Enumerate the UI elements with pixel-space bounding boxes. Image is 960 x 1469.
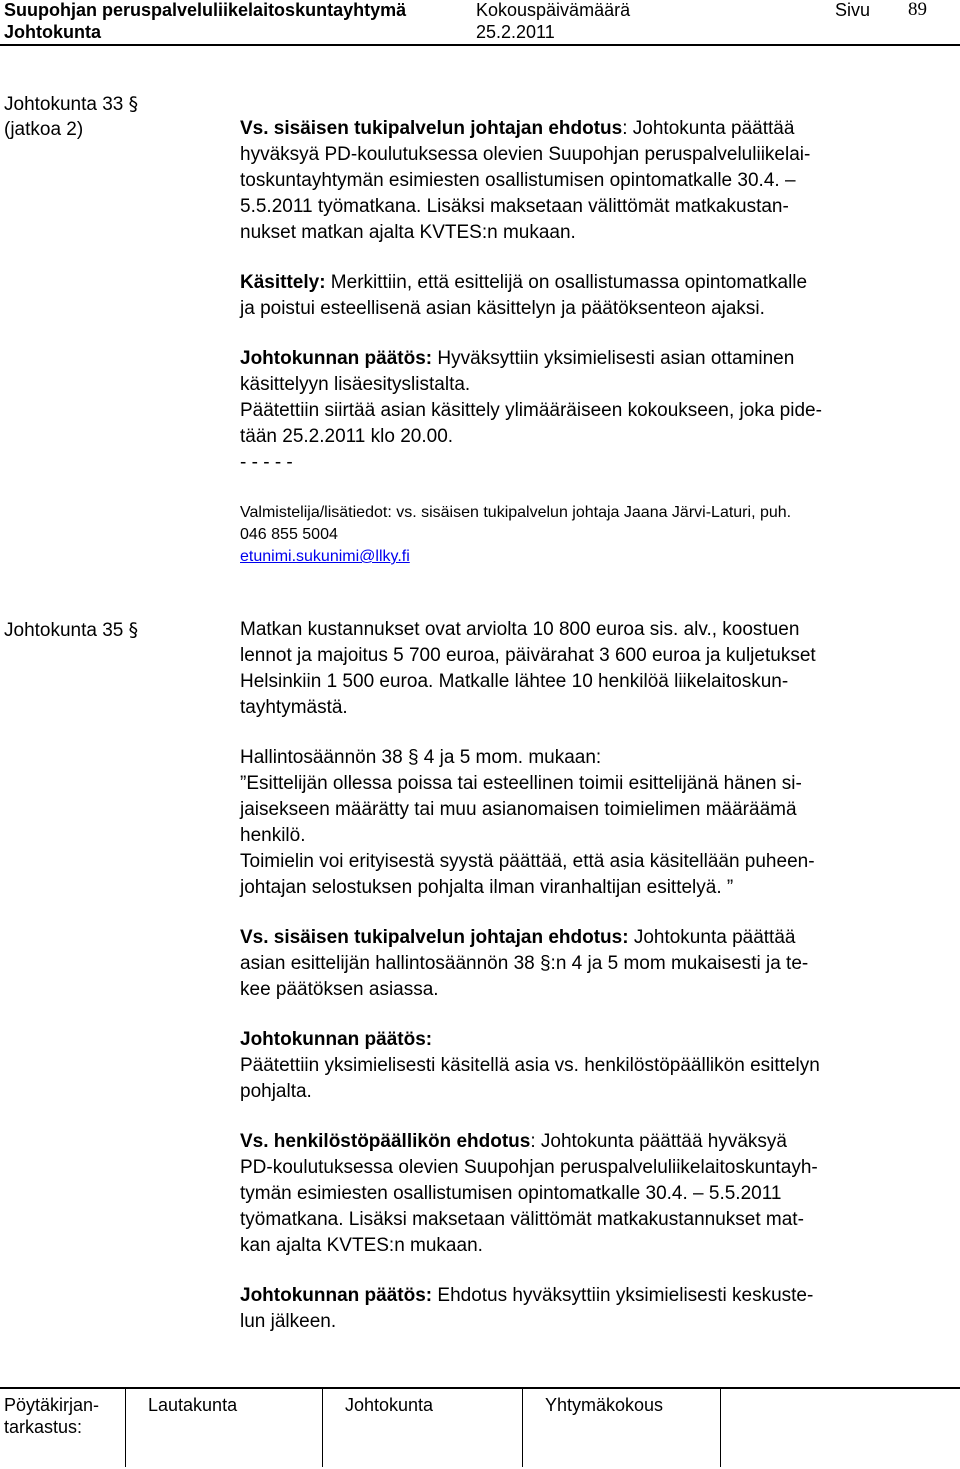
- footer-col-yhtymakokous: Yhtymäkokous: [545, 1395, 664, 1415]
- header-page-number: 89: [908, 0, 927, 20]
- section-35-title: Johtokunta 35 §: [4, 619, 139, 641]
- section-35-intro: Matkan kustannukset ovat arviolta 10 800 euroa sis. alv., koostuen lennot ja majoitus 5 700 euroa, päivärahat 3 600 euroa ja kuljetukset Helsinkiin 1 500 euroa. Matkalle lähtee 10 henkilöä liikelaitoskun- tayhtymästä.: [240, 619, 816, 718]
- footer-divider: [0, 1387, 960, 1389]
- section-35-body: [240, 617, 945, 1335]
- section-35-decision-2: Johtokunnan päätös: Ehdotus hyväksyttiin yksimielisesti keskuste- lun jälkeen.: [240, 1285, 814, 1332]
- section-33-handling: Käsittely: Merkittiin, että esittelijä on osallistumassa opintomatkalle ja poistui esteellisenä asian käsittelyn ja päätöksenteon ajaksi.: [240, 272, 808, 319]
- footer-column-divider: [322, 1389, 323, 1467]
- header-org: Suupohjan peruspalveluliikelaitoskuntayhtymä: [4, 0, 407, 20]
- footer-column-divider: [125, 1389, 126, 1467]
- section-35-proposal: Vs. sisäisen tukipalvelun johtajan ehdotus: Johtokunta päättää asian esittelijän hallintosäännön 38 §:n 4 ja 5 mom mukaisesti ja te- kee päätöksen asiassa.: [240, 927, 809, 1000]
- section-sign-icon: §: [128, 619, 139, 641]
- section-33-title: Johtokunta 33 §: [4, 93, 139, 115]
- header-divider: [0, 44, 960, 46]
- section-35-decision-1: Johtokunnan päätös: Päätettiin yksimielisesti käsitellä asia vs. henkilöstöpäällikön esittelyn pohjalta.: [240, 1029, 820, 1102]
- header-date: 25.2.2011: [476, 22, 555, 42]
- section-33-contact: [240, 502, 945, 568]
- section-33-body: [240, 116, 945, 568]
- header-body: Johtokunta: [4, 22, 101, 42]
- section-33-proposal: Vs. sisäisen tukipalvelun johtajan ehdotus: Johtokunta päättää hyväksyä PD-koulutuksessa olevien Suupohjan peruspalveluliikelai- toskuntayhtymän esimiesten osallistumisen opintomatkalle 30.4. – 5.5.2011 työmatkana. Lisäksi maksetaan välittömät matkakustan- nukset matkan ajalta KVTES:n mukaan.: [240, 118, 811, 243]
- footer-col-lautakunta: Lautakunta: [148, 1395, 238, 1415]
- footer-check-label: Pöytäkirjan- tarkastus:: [4, 1395, 100, 1437]
- section-33-continuation: (jatkoa 2): [4, 119, 84, 140]
- footer-col-johtokunta: Johtokunta: [345, 1395, 434, 1415]
- header-date-label: Kokouspäivämäärä: [476, 0, 631, 20]
- contact-person: Valmistelija/lisätiedot: vs. sisäisen tukipalvelun johtaja Jaana Järvi-Laturi, puh.: [240, 504, 792, 521]
- section-sign-icon: §: [128, 93, 139, 115]
- footer-column-divider: [522, 1389, 523, 1467]
- footer-column-divider: [720, 1389, 721, 1467]
- contact-email-link[interactable]: etunimi.sukunimi@llky.fi: [240, 548, 410, 565]
- section-35-proposal-2: Vs. henkilöstöpäällikön ehdotus: Johtokunta päättää hyväksyä PD-koulutuksessa olevien Suupohjan peruspalveluliikelaitoskuntayh- tymän esimiesten osallistumisen opintomatkalle 30.4. – 5.5.2011 työmatkana. Lisäksi maksetaan välittömät matkakustannukset mat- kan ajalta KVTES:n mukaan.: [240, 1131, 818, 1256]
- section-35-rule: Hallintosäännön 38 § 4 ja 5 mom. mukaan: ”Esittelijän ollessa poissa tai esteellinen toimii esittelijänä hänen si- jaisekseen määrätty tai muu asianomaisen toimielimen määräämä henkilö. Toimielin voi erityisestä syystä päättää, että asia käsitellään puheen- johtajan selostuksen pohjalta ilman viranhaltijan esittelyä. ”: [240, 747, 815, 898]
- section-33-decision: Johtokunnan päätös: Hyväksyttiin yksimielisesti asian ottaminen käsittelyyn lisäesityslistalta. Päätettiin siirtää asian käsittely ylimääräiseen kokoukseen, joka pide- tään 25.2.2011 klo 20.00. - - - - -: [240, 348, 822, 473]
- contact-phone: 046 855 5004: [240, 526, 338, 543]
- header-page-label: Sivu: [835, 0, 871, 20]
